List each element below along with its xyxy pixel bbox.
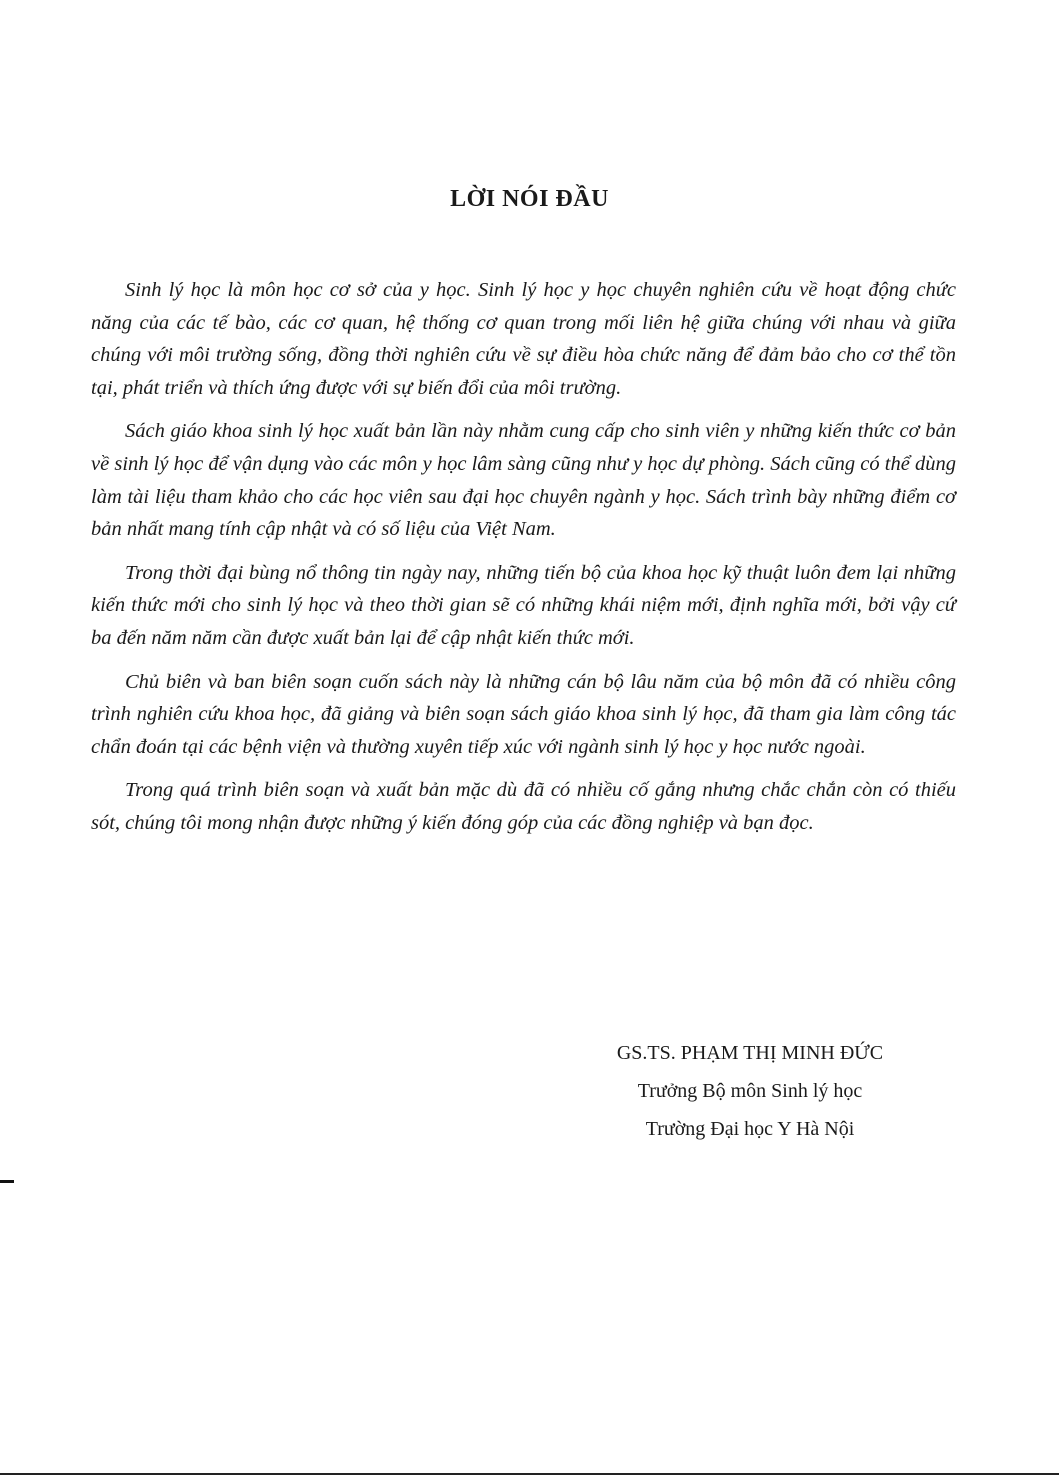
signature-position: Trưởng Bộ môn Sinh lý học bbox=[637, 1080, 863, 1102]
paragraph-1: Sinh lý học là môn học cơ sở của y học. Sinh lý học y học chuyên nghiên cứu về hoạt động chức năng của các tế bào, các cơ quan, hệ thống cơ quan trong mối liên hệ giữa chúng với nhau và giữa chúng với môi trường sống, đồng thời nghiên cứu về sự điều hòa chức năng để đảm bảo cho cơ thể tồn tại, phát triển và thích ứng được với sự biến đổi của môi trường. bbox=[91, 279, 956, 399]
page-title: LỜI NÓI ĐẦU bbox=[450, 186, 609, 212]
paragraph-5: Trong quá trình biên soạn và xuất bản mặc dù đã có nhiều cố gắng nhưng chắc chắn còn có thiếu sót, chúng tôi mong nhận được những ý kiến đóng góp của các đồng nghiệp và bạn đọc. bbox=[91, 779, 956, 834]
preface-body bbox=[91, 274, 956, 851]
paragraph-3: Trong thời đại bùng nổ thông tin ngày nay, những tiến bộ của khoa học kỹ thuật luôn đem lại những kiến thức mới cho sinh lý học và theo thời gian sẽ có những khái niệm mới, định nghĩa mới, bởi vậy cứ ba đến năm năm cần được xuất bản lại để cập nhật kiến thức mới. bbox=[91, 561, 956, 649]
paragraph-4: Chủ biên và ban biên soạn cuốn sách này là những cán bộ lâu năm của bộ môn đã có nhiều công trình nghiên cứu khoa học, đã giảng và biên soạn sách giáo khoa sinh lý học, đã tham gia làm công tác chẩn đoán tại các bệnh viện và thường xuyên tiếp xúc với ngành sinh lý học y học nước ngoài. bbox=[91, 670, 956, 758]
bottom-rule bbox=[0, 1473, 1059, 1475]
signature-block bbox=[560, 1034, 940, 1148]
margin-mark bbox=[0, 1180, 14, 1183]
signature-name: GS.TS. PHẠM THỊ MINH ĐỨC bbox=[616, 1042, 884, 1064]
paragraph-2: Sách giáo khoa sinh lý học xuất bản lần này nhằm cung cấp cho sinh viên y những kiến thức cơ bản về sinh lý học để vận dụng vào các môn y học lâm sàng cũng như y học dự phòng. Sách cũng có thể dùng làm tài liệu tham khảo cho các học viên sau đại học chuyên ngành y học. Sách trình bày những điểm cơ bản nhất mang tính cập nhật và có số liệu của Việt Nam. bbox=[91, 420, 956, 541]
signature-institution: Trường Đại học Y Hà Nội bbox=[645, 1118, 855, 1140]
